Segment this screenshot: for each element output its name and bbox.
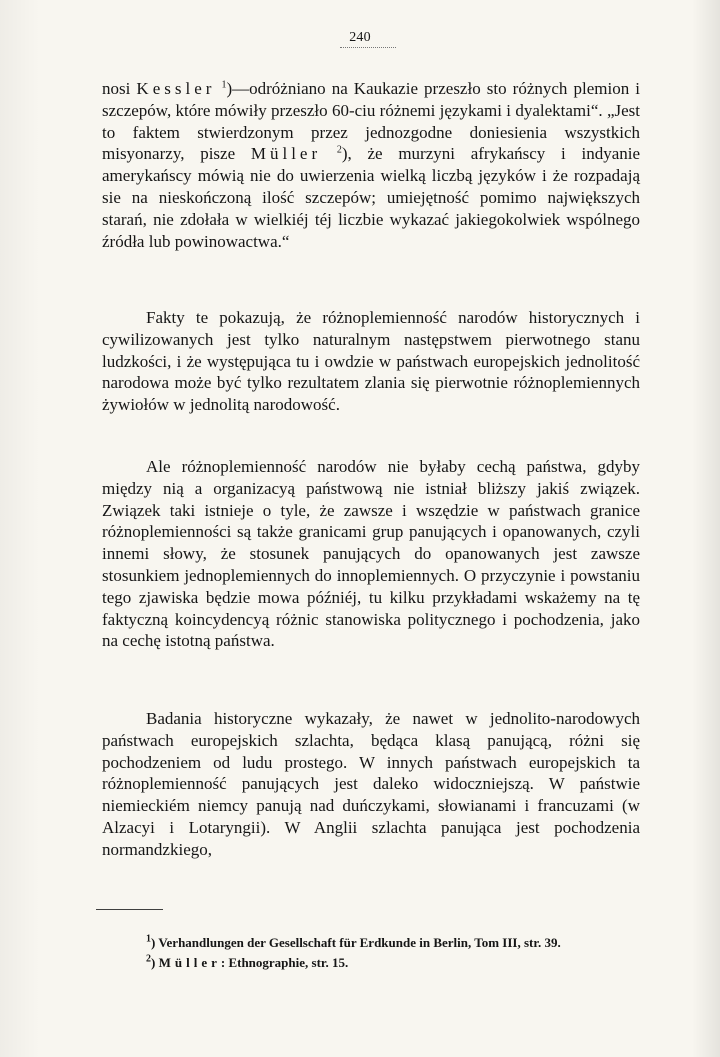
footnote-1 xyxy=(102,933,640,953)
footnote-2-paren: ) xyxy=(151,955,159,970)
paragraph-1 xyxy=(102,78,640,252)
footnote-separator xyxy=(96,909,163,910)
author-name-muller: Müller xyxy=(250,144,322,164)
paragraph-1-text-start: nosi xyxy=(102,79,137,98)
space xyxy=(321,144,337,163)
paragraph-1-text-end: ), że murzyni afrykańscy i indyanie amerykańscy mówią nie do uwierzenia wielką liczbą języków i że rozpadają sie na nieskończoną ilość szczepów; umiejętność pomimo największych starań, nie zdołała w wielkiéj téj liczbie wykazać jakiegokolwiek wspólnego źródła lub powinowactwa.“ xyxy=(102,144,641,251)
footnote-marker-1: 1 xyxy=(221,79,227,91)
footnote-2-author: Müller xyxy=(158,955,221,970)
footnote-marker-2: 2 xyxy=(336,144,342,156)
footnotes xyxy=(102,933,640,973)
footnote-2-text: : Ethnographie, str. 15. xyxy=(220,955,349,970)
footnote-1-text: ) Verhandlungen der Gesellschaft für Erdkunde in Berlin, Tom III, str. 39. xyxy=(151,935,561,950)
author-name-kessler: Kessler xyxy=(136,79,216,98)
header-dotted-rule xyxy=(340,47,396,49)
page-number: 240 xyxy=(349,30,371,45)
paragraph-1-text-middle: )—odróżniano na Kaukazie przeszło sto różnych plemion i szczepów, które mówiły przeszło 60-ciu różnemi językami i dyalektami“. „Jest to faktem stwierdzonym przez jednozgodne doniesienia wszystkich misyonarzy, pisze xyxy=(102,79,641,164)
footnote-2-marker: 2 xyxy=(146,953,151,965)
paragraph-2: Fakty te pokazują, że różnoplemienność narodów historycznych i cywilizowanych jest tylko naturalnym następstwem pierwotnego stanu ludzkości, i że występująca tu i owdzie w państwach europejskich jednolitość narodowa może być tylko rezultatem zlania się pierwotnie różnoplemiennych żywiołów w jednolitą narodowość. xyxy=(102,308,640,415)
footnote-1-marker: 1 xyxy=(146,933,151,945)
paragraph-4: Badania historyczne wykazały, że nawet w jednolito-narodowych państwach europejskich szlachta, będąca klasą panującą, różni się pochodzeniem od ludu prostego. W innych państwach europejskich ta różnoplemienność panujących jest daleko widoczniejszą. W państwie niemieckiém niemcy panują nad duńczykami, słowianami i francuzami (w Alzacyi i Lotaryngii). W Anglii szlachta panująca jest pochodzenia normandzkiego, xyxy=(102,709,640,859)
footnote-2 xyxy=(102,953,640,973)
paragraph-3: Ale różnoplemienność narodów nie byłaby cechą państwa, gdyby między nią a organizacyą państwową nie istniał bliższy jakiś związek. Związek taki istnieje o tyle, że zawsze i wszędzie w państwach granice różnoplemienności są także granicami grup panujących i opanowanych, czyli innemi słowy, że stosunek panujących do opanowanych jest zawsze stosunkiem jednoplemiennych do innoplemiennych. O przyczynie i powstaniu tego zjawiska będzie mowa późniéj, tu kilku przykładami wskażemy na tę faktyczną koincydencyą różnic stanowiska politycznego i pochodzenia, jako na cechę istotną państwa. xyxy=(102,457,640,651)
